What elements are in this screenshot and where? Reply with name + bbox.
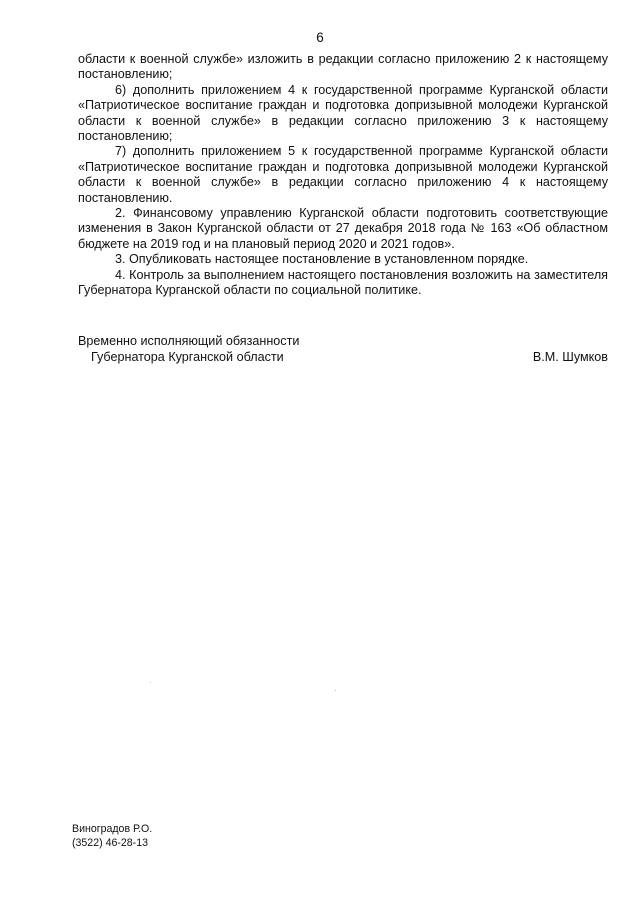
paragraph-point-4: 4. Контроль за выполнением настоящего постановления возложить на заместителя Губернатора Курганской области по социальной политике. (78, 267, 608, 298)
signatory-position-line2: Губернатора Курганской области (91, 350, 284, 364)
signatory-name: В.М. Шумков (532, 350, 608, 364)
scan-speck (150, 682, 151, 683)
page-number: 6 (316, 30, 324, 45)
executor-name: Виноградов Р.О. (72, 823, 153, 835)
paragraph-point-3: 3. Опубликовать настоящее постановление в установленном порядке. (115, 252, 529, 267)
scan-speck (335, 690, 336, 691)
paragraph-point-2: 2. Финансовому управлению Курганской области подготовить соответствующие изменения в Закон Курганской области от 27 декабря 2018 года № 163 «Об областном бюджете на 2019 год и на плановый период 2020 и 2021 годов». (78, 206, 608, 251)
executor-phone: (3522) 46-28-13 (72, 836, 148, 849)
paragraph-item-7: 7) дополнить приложением 5 к государственной программе Курганской области «Патриотическое воспитание граждан и подготовка допризывной молодежи Курганской области к военной службе» в редакции согласно приложению 4 к настоящему постановлению. (78, 144, 608, 205)
executor-block (72, 823, 152, 851)
signatory-position-line1: Временно исполняющий обязанности (78, 334, 300, 348)
paragraph-continuation: области к военной службе» изложить в редакции согласно приложению 2 к настоящему постановлению; (78, 52, 608, 82)
document-body (78, 52, 608, 299)
paragraph-item-6: 6) дополнить приложением 4 к государственной программе Курганской области «Патриотическое воспитание граждан и подготовка допризывной молодежи Курганской области к военной службе» в редакции согласно приложению 3 к настоящему постановлению; (78, 82, 608, 144)
